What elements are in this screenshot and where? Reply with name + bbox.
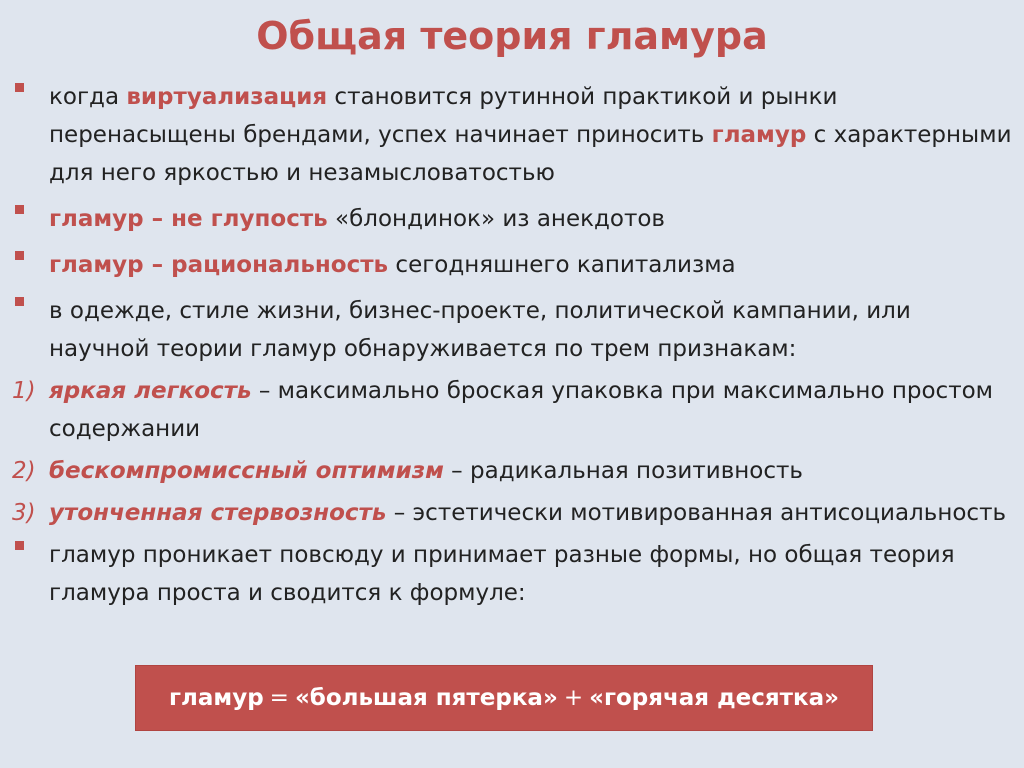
bullet-text: – эстетически мотивированная антисоциальность — [386, 500, 1007, 526]
square-bullet-icon — [15, 251, 24, 260]
bullet-text: становится рутинной практикой и рынки перенасыщены брендами, успех начинает приносить — [49, 84, 838, 148]
numbered-item-1 — [12, 372, 1012, 448]
slide-title: Общая теория гламура — [256, 14, 768, 58]
bullet-item-3 — [12, 246, 1012, 284]
highlight-term: утонченная стервозность — [49, 500, 387, 526]
list-number: 1) — [12, 378, 36, 404]
bullet-text: сегодняшнего капитализма — [388, 252, 736, 278]
numbered-item-2 — [12, 452, 1012, 490]
highlight-term: гламур — [711, 122, 807, 148]
bullet-item-5 — [12, 536, 1012, 612]
formula-part2: «горячая десятка» — [589, 685, 839, 711]
bullet-item-4 — [12, 292, 1012, 368]
highlight-term: гламур – рациональность — [49, 252, 389, 278]
formula-equals: = — [269, 685, 289, 711]
bullet-text: с характерными для него яркостью и незамысловатостью — [49, 122, 1012, 186]
highlight-term: гламур – не глупость — [49, 206, 328, 232]
square-bullet-icon — [15, 83, 24, 92]
square-bullet-icon — [15, 541, 24, 550]
formula-part1: «большая пятерка» — [294, 685, 558, 711]
list-number: 3) — [12, 500, 36, 526]
square-bullet-icon — [15, 205, 24, 214]
highlight-term: виртуализация — [126, 84, 328, 110]
bullet-item-2 — [12, 200, 1012, 238]
bullet-text: – максимально броская упаковка при максимально простом содержании — [49, 378, 994, 442]
bullet-list — [12, 78, 1012, 620]
formula-box — [135, 665, 873, 731]
formula-plus: + — [563, 685, 584, 711]
bullet-text: в одежде, стиле жизни, бизнес-проекте, политической кампании, или научной теории гламур обнаруживается по трем признакам: — [49, 298, 911, 362]
formula-term: гламур — [169, 685, 264, 711]
numbered-item-3 — [12, 494, 1012, 532]
bullet-text: «блондинок» из анекдотов — [327, 206, 665, 232]
bullet-text: когда — [49, 84, 127, 110]
square-bullet-icon — [15, 297, 24, 306]
list-number: 2) — [12, 458, 36, 484]
bullet-text: – радикальная позитивность — [443, 458, 803, 484]
bullet-text: гламур проникает повсюду и принимает разные формы, но общая теория гламура проста и сводится к формуле: — [49, 542, 955, 606]
bullet-item-1 — [12, 78, 1012, 192]
highlight-term: яркая легкость — [49, 378, 252, 404]
highlight-term: бескомпромиссный оптимизм — [49, 458, 444, 484]
